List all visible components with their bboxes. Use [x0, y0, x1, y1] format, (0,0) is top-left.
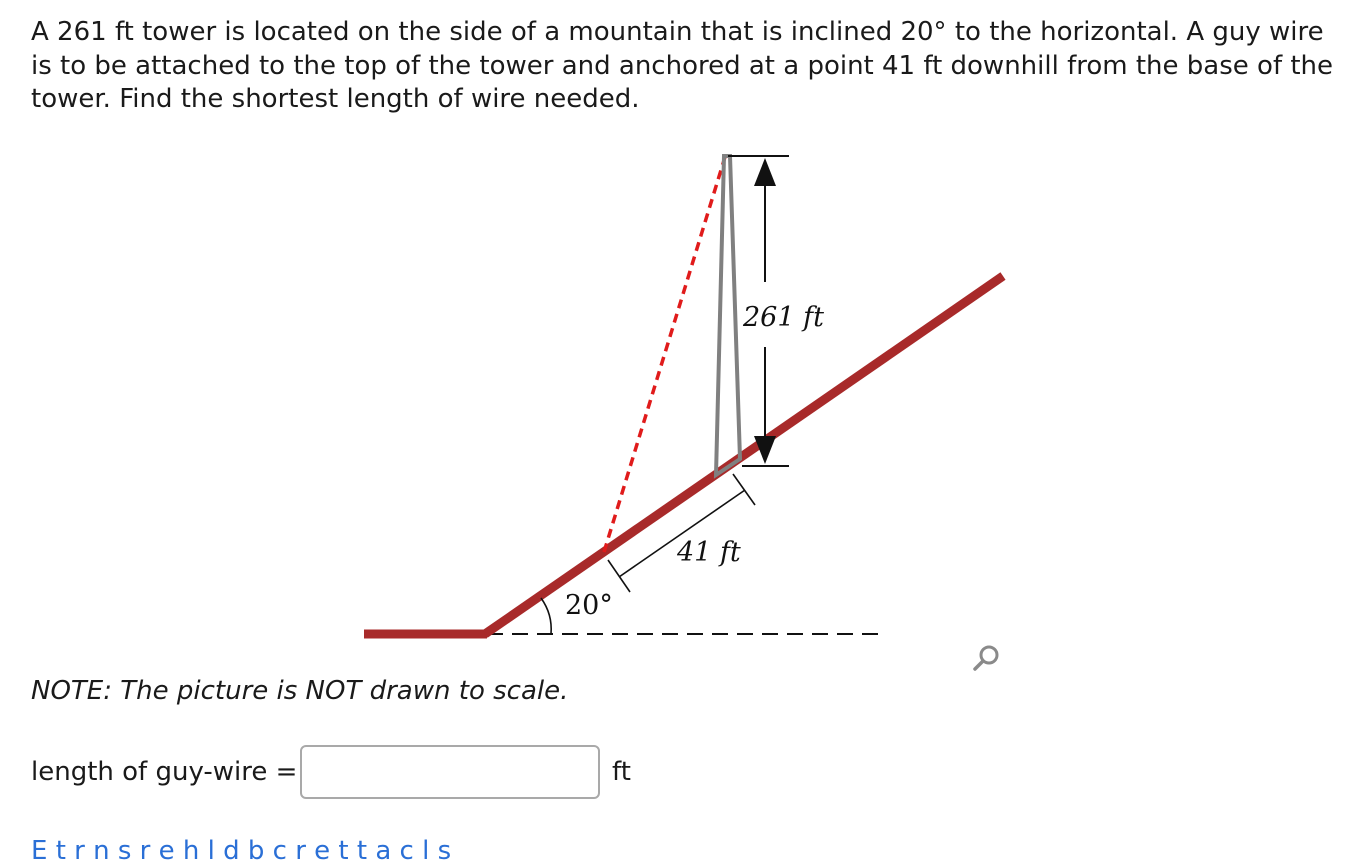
- angle-label: 20°: [565, 590, 613, 621]
- cut-off-instruction-text: E t r n s r e h l d b c r e t t a c l s: [31, 836, 452, 866]
- angle-arc: [541, 598, 551, 634]
- tower-height-label: 261 ft: [743, 302, 824, 333]
- guy-wire: [604, 157, 725, 552]
- height-arrow-up: [754, 158, 776, 186]
- problem-statement: A 261 ft tower is located on the side of a mountain that is inclined 20° to the horizontal. A guy wire is to be attached to the top of the tower and anchored at a point 41 ft downhill from the base of the tower. Find the shortest length of wire needed.: [31, 17, 1334, 114]
- answer-unit: ft: [612, 757, 631, 787]
- tower: [716, 156, 740, 475]
- guy-wire-length-input[interactable]: [300, 745, 600, 799]
- downhill-distance-label: 41 ft: [677, 537, 741, 568]
- zoom-icon[interactable]: [970, 642, 1004, 676]
- distance-tick-upper: [733, 474, 755, 505]
- distance-tick-lower: [608, 560, 630, 592]
- answer-label: length of guy-wire =: [31, 757, 298, 787]
- not-to-scale-note: NOTE: The picture is NOT drawn to scale.: [31, 676, 569, 706]
